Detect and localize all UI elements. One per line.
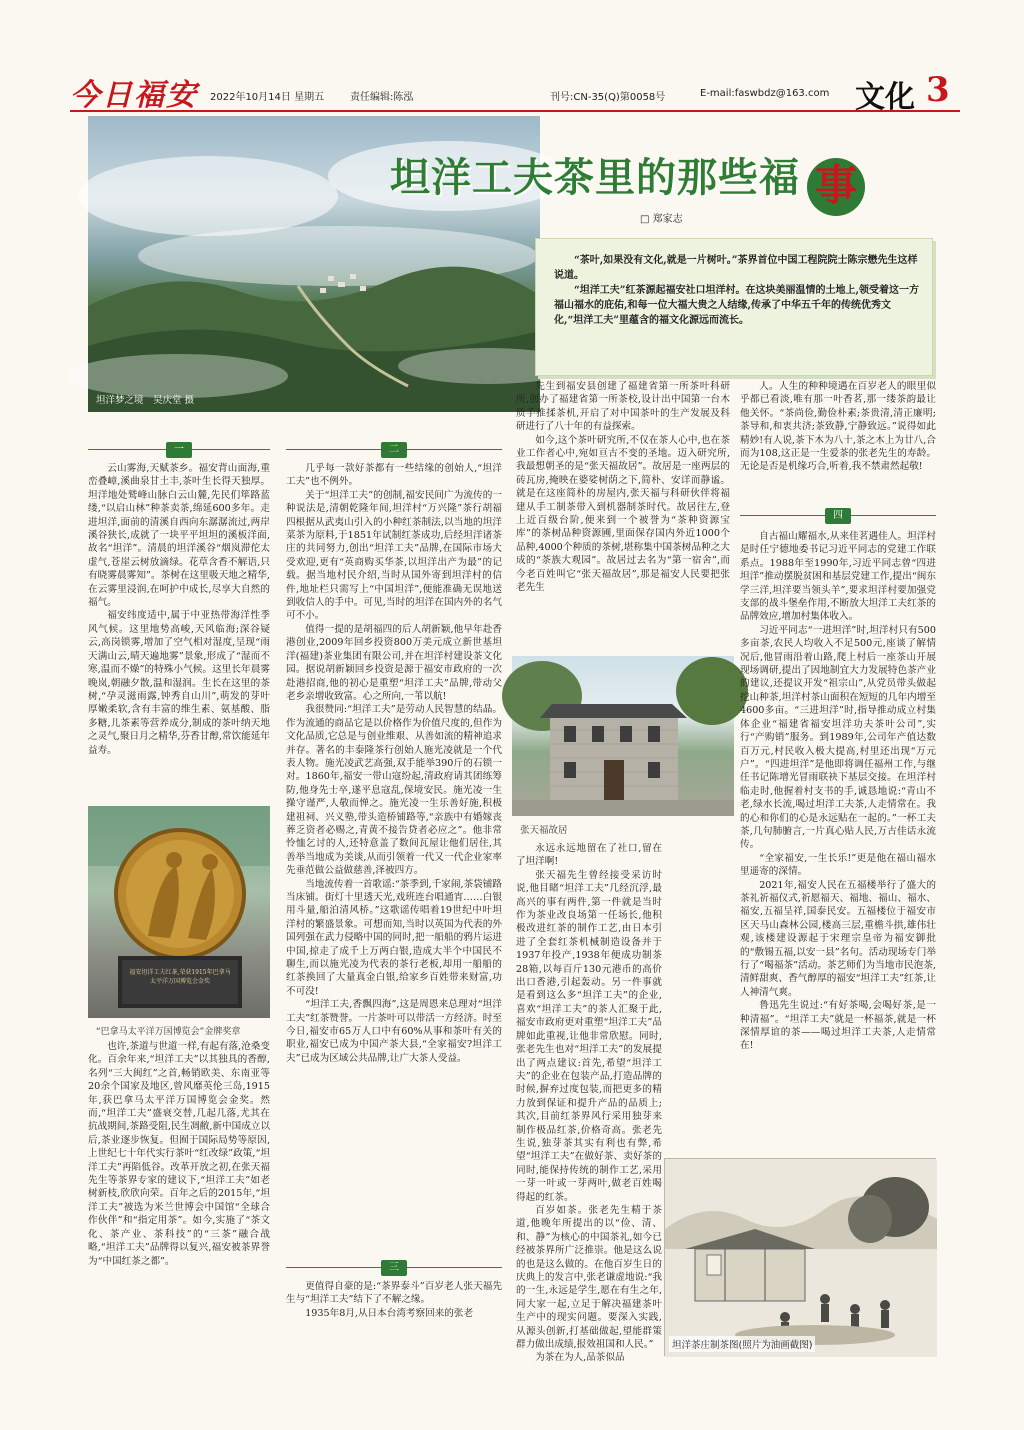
paragraph: 福安纬度适中,属于中亚热带海洋性季风气候。这里地势高峻,天风临海;深谷疑云,高岗锁雾,增加了空气相对湿度,呈现“雨天满山云,晴天遍地雾”景象,形成了“湿而不寒,温而不燥”的特殊小气候。这里长年晨雾晚岚,朝融夕散,温和湿润。生长在这里的茶树,“孕灵滋雨露,钟秀自山川”,萌发的芽叶厚嫩柔软,含有丰富的维生素、氨基酸、脂多糖,儿茶素等营养成分,制成的茶叶纳天地之灵气,聚日月之精华,芬香甘醇,常饮能延年益寿。 xyxy=(88,610,270,756)
column-3-top xyxy=(516,380,730,656)
painting-illustration xyxy=(665,1159,937,1357)
paragraph: 当地流传着一首歌谣:“茶季到,千家闹,茶袋铺路当床铺。街灯十里透天光,戏班连台唱通宵……白银用斗量,船泊清风桥。”这歌谣传唱着19世纪中叶坦洋村的繁盛景象。可想而知,当时以英国为代表的外国列强在武力侵略中国的同时,把一船船的鸦片运进中国,掠走了成千上万两白银,造成大半个中国民不聊生,而以施光凌为代表的茶行老板,却用一船船的红茶换回了大量真金白银,给家乡百姓带来财富,功不可没! xyxy=(286,878,502,997)
paragraph: 永远永远地留在了社口,留在了坦洋啊! xyxy=(516,843,662,868)
paragraph: 自古福山耀福水,从来佳茗遇佳人。坦洋村是时任宁德地委书记习近平同志的党建工作联系点。1988年至1990年,习近平同志曾“四进坦洋”推动摆脱贫困和基层党建工作,提出“闽东学三洋,坦洋要当领头羊”,要求坦洋村要加强党支部的战斗堡垒作用,不断放大坦洋工夫红茶的品牌效应,增加村集体收入。 xyxy=(740,531,936,623)
masthead xyxy=(70,70,960,114)
author-line: □ 郑家志 xyxy=(640,214,683,225)
paragraph: 张天福先生曾经接受采访时说,他目睹“坦洋工夫”几经沉浮,最高兴的事有两件,第一件就是当时作为茶业改良场第一任场长,他积极改进红茶的制作工艺,由日本引进了全套红茶机械制造设备并于1937年投产,1938年便成功制茶28箱,以每百斤130元港币的高价出口香港,引起轰动。另一件事就是看到这么多“坦洋工夫”的企业,喜欢“坦洋工夫”的茶人汇聚于此,福安市政府更对重塑“坦洋工夫”品牌如此重视,让他非常欣慰。同时,张老先生也对“坦洋工夫”的发展提出了两点建议:首先,希望“坦洋工夫”的企业在包装产品,打造品牌的时候,摒弃过度包装,而把更多的精力放到保证和提升产品的品质上;其次,目前红茶界风行采用独芽来制作极品红茶,价格奇高。张老先生说,独芽茶其实有利也有弊,希望“坦洋工夫”在做好茶、卖好茶的同时,能保持传统的制作工艺,采用一芽一叶或一芽两叶,做老百姓喝得起的红茶。 xyxy=(516,869,662,1203)
paragraph: 人。人生的种种境遇在百岁老人的眼里似乎都已看淡,唯有那一叶香茗,那一缕茶韵最让他关怀。“茶尚俭,勤俭朴素;茶贵清,清正廉明;茶导和,和衷共济;茶致静,宁静致远。”说得如此精妙!有人说,茶下木为八十,茶之木上为廿八,合而为108,这正是一生爱茶的张老先生的寿龄。无论是否是机缘巧合,听着,我不禁肃然起敬! xyxy=(740,381,936,473)
masthead-rule xyxy=(70,110,960,112)
email: E-mail:faswbdz@163.com xyxy=(700,88,830,99)
column-1-top xyxy=(88,462,270,798)
column-3-bottom xyxy=(516,842,662,1364)
paragraph: 几乎每一款好茶都有一些结缘的创始人,“坦洋工夫”也不例外。 xyxy=(286,463,502,488)
column-4-top xyxy=(740,380,936,500)
paragraph: “全家福安,一生长乐!”更是他在福山福水里遥寄的深情。 xyxy=(740,852,936,878)
hero-photo-caption: 坦洋梦之境 吴庆堂 摄 xyxy=(96,395,195,406)
issue-date: 2022年10月14日 星期五 xyxy=(210,92,325,103)
house-illustration xyxy=(512,656,734,816)
page-number: 3 xyxy=(926,70,950,110)
title-main: 坦洋工夫茶里的那些福 xyxy=(390,154,800,201)
paragraph: 值得一提的是胡福四的后人胡新颖,他早年赴香港创业,2009年回乡投资800万美元成立新世基坦洋(福建)茶业集团有限公司,并在坦洋村建设茶文化园。据说胡新颖回乡投资是源于福安市政府的一次赴港招商,他的初心是重塑“坦洋工夫”品牌,带动父老乡亲增收致富。心之所向,一苇以航! xyxy=(286,623,502,702)
painting-caption: 坦洋茶庄制茶图(照片为油画截图) xyxy=(669,1336,815,1352)
section-name: 文化 xyxy=(855,80,915,115)
paragraph: 2021年,福安人民在五福楼举行了盛大的茶礼祈福仪式,祈愿福天、福地、福山、福水、福安,五福呈祥,国泰民安。五福楼位于福安市区天马山森林公园,楼高三层,重檐斗拱,雄伟壮观,该楼建设源起于宋理宗皇帝为福安御批的“敷锡五福,以安一县”名句。活动现场专门举行了“喝福茶”活动。茶艺师们为当地市民泡茶,清鲜甜爽、香气醇厚的福安“坦洋工夫”红茶,让人神清气爽。 xyxy=(740,879,936,998)
paragraph: 我很赞同:“坦洋工夫”是劳动人民智慧的结晶。作为流通的商品它是以价格作为价值尺度的,但作为文化品质,它总是与创业维艰、从善如流的精神追求并存。著名的丰泰隆茶行创始人施光凌就是一个代表人物。施光凌武艺高强,双手能举390斤的石锁一对。1860年,福安一带山寇纷起,清政府请其团练筹防,他身先士卒,遂平息寇乱,保境安民。施光凌一生操守谨严,人敬而惮之。施光凌一生乐善好施,积极建祖祠、兴义塾,带头造桥铺路等,“亲族中有婚嫁丧葬乏资者必赐之,青黄不接告贷者必应之”。他非常怜恤乞讨的人,还特意盖了数间瓦屋让他们居住,其善举当地成为美谈,从而引领着一代又一代企业家率先垂范做公益做慈善,泽被四方。 xyxy=(286,704,502,877)
house-photo xyxy=(512,656,734,816)
section-number: 四 xyxy=(825,508,851,524)
paragraph: 先生到福安县创建了福建省第一所茶叶科研所,创办了福建省第一所茶校,设计出中国第一台木质手推揉茶机,开启了对中国茶叶的生产发展及科研进行了八十年的有益探索。 xyxy=(516,381,730,433)
section-number: 二 xyxy=(381,442,407,458)
section-marker-2 xyxy=(286,442,502,458)
quote-p1: “茶叶,如果没有文化,就是一片树叶。”茶界首位中国工程院院士陈宗懋先生这样说道。 xyxy=(554,255,918,281)
paragraph: 百岁如茶。张老先生精于茶道,他晚年所提出的以“俭、清、和、静”为核心的中国茶礼,如今已经被茶界所广泛推崇。他是这么说的也是这么做的。在他百岁生日的庆典上的发言中,张老谦虚地说:“我的一生,永远是学生,愿在有生之年,同大家一起,立足于解决福建茶叶生产中的现实问题。要深入实践,从源头创新,打基础做起,望能群策群力做出成绩,报效祖国和人民。” xyxy=(516,1204,662,1351)
medal-caption: “巴拿马太平洋万国博览会”金牌奖章 xyxy=(96,1027,241,1037)
paragraph: 1935年8月,从日本台湾考察回来的张老 xyxy=(305,1307,474,1319)
section-marker-4 xyxy=(740,508,936,524)
author: 郑家志 xyxy=(652,214,683,225)
medal-plaque-text: 福安坦洋工夫红茶,荣获1915年巴拿马太平洋万国博览会金奖 xyxy=(129,969,231,985)
paragraph: 鲁迅先生说过:“有好茶喝,会喝好茶,是一种清福”。“坦洋工夫”就是一杯福茶,就是一杯深情厚谊的茶——喝过坦洋工夫茶,人走情常在! xyxy=(740,1000,936,1052)
paragraph: 为茶在为人,品茶似品 xyxy=(535,1352,625,1364)
paragraph: 习近平同志“一进坦洋”时,坦洋村只有500多亩茶,农民人均收入不足500元,座谈了解情况后,他冒雨沿着山路,爬上村后一座茶山开展现场调研,提出了因地制宜大力发展特色茶产业的建议,还提议开发“祖宗山”,从党员带头做起挖山种茶,坦洋村茶山面积在短短的几年内增至4600多亩。“三进坦洋”时,指导推动成立村集体企业“福建省福安坦洋功夫茶叶公司”,实行“产购销”服务。到1989年,公司年产值达数百万元,村民收入极大提高,村里还出现“万元户”。“四进坦洋”是他即将调任福州工作,与继任书记陈增光冒雨联袂下基层交接。在坦洋村临走时,他握着村支书的手,诚恳地说:“青山不老,绿水长流,喝过坦洋工夫茶,人走情常在。我的心和你们的心是永远贴在一起的。”一杯工夫茶,几句肺腑言,一片真心贴人民,万古佳话永流传。 xyxy=(740,624,936,851)
column-2-bottom xyxy=(286,1280,502,1342)
medal-illustration xyxy=(88,806,270,1018)
house-photo-caption: 张天福故居 xyxy=(520,825,568,836)
paragraph: 云山雾海,天赋茶乡。福安背山面海,重峦叠嶂,溪曲泉甘土丰,茶叶生长得天独厚。坦洋地处鹫峰山脉白云山麓,先民们筚路蓝缕,“以启山林”种茶卖茶,绵延600多年。走进坦洋,面前的清溪自西向东潺潺流过,两岸溪谷狭长,成就了一块平平坦坦的溪板洋面,故名“坦洋”。清晨的坦洋溪谷“烟岚滞佗太虚气,苍崖云树放滴绿。花草含香不解语,只有晓雾晨雾知”。茶树在这里吸天地之精华,在云雾里浸润,在呵护中成长,尽享大自然的福气。 xyxy=(88,463,270,609)
paragraph: “坦洋工夫,香飘四海”,这是周恩来总理对“坦洋工夫”红茶赞誉。一片茶叶可以带活一方经济。时至今日,福安市65万人口中有60%从事和茶叶有关的职业,福安已成为中国产茶大县,“全家福安?坦洋工夫”已成为区域公共品牌,让广大茶人受益。 xyxy=(286,999,502,1064)
article-title xyxy=(390,146,950,210)
section-number: 一 xyxy=(166,442,192,458)
logo: 今日福安 xyxy=(70,78,198,113)
title-emphasis: 事 xyxy=(807,158,865,216)
quote-p2: “坦洋工夫”红茶源起福安社口坦洋村。在这块美丽温情的土地上,领受着这一方福山福水的庇佑,和每一位大福大贵之人结缘,传承了中华五千年的传统优秀文化,“坦洋工夫”里蕴含的福文化源远而流长。 xyxy=(554,285,919,326)
column-4 xyxy=(740,530,936,1154)
painting-photo xyxy=(664,1158,936,1356)
column-1-bottom xyxy=(88,1040,270,1340)
section-marker-3 xyxy=(286,1260,502,1276)
column-2 xyxy=(286,462,502,1298)
paragraph: 也许,茶道与世道一样,有起有落,沧桑变化。百余年来,“坦洋工夫”以其独具的香醇,名列“三大闽红”之首,畅销欧美、东南亚等20余个国家及地区,曾风靡英伦三岛,1915年,获巴拿马太平洋万国博览会金奖。然而,“坦洋工夫”盛衰交替,几起几落,尤其在抗战期间,茶路受阻,民生凋敝,新中国成立以后,茶业逐步恢复。但囿于国际局势等原因,上世纪七十年代实行茶叶“红改绿”政策,“坦洋工夫”再陷低谷。改革开放之初,在张天福先生等茶界专家的建议下,“坦洋工夫”如老树新枝,欣欣向荣。百年之后的2015年,“坦洋工夫”被选为米兰世博会中国馆“全球合作伙伴”和“指定用茶”。如今,实施了“茶文化、茶产业、茶科技”的“三茶”融合战略,“坦洋工夫”品牌得以复兴,福安被茶界誉为“中国红茶之都”。 xyxy=(88,1041,270,1267)
editor: 责任编辑:陈泓 xyxy=(350,92,414,103)
paragraph: 更值得自豪的是:“茶界泰斗”百岁老人张天福先生与“坦洋工夫”结下了不解之缘。 xyxy=(286,1281,502,1306)
paragraph: 如今,这个茶叶研究所,不仅在茶人心中,也在茶业工作者心中,宛如亘古不变的圣地。迈入研究所,我最想朝圣的是“张天福故居”。故居是一座两层的砖瓦房,掩映在婆娑树荫之下,简朴、安详而静谧。就是在这座简朴的房屋内,张天福与科研伙伴将福建从手工制茶带入到机器制茶时代。故居往左,登上近百级台阶,便来到一个被誉为“茶种资源宝库”的茶树品种资源圃,里面保存国内外近1000个品种,4000个种质的茶树,堪称集中国茶树品种之大成的“茶族大观园”。故居过去名为“第一宿舍”,而今老百姓叫它“张天福故居”,那是福安人民要把张老先生 xyxy=(516,434,730,594)
issn: 刊号:CN-35(Q)第0058号 xyxy=(550,92,666,103)
section-marker-1 xyxy=(88,442,270,458)
lead-quote-box xyxy=(535,238,933,376)
section-number: 三 xyxy=(381,1260,407,1276)
medal-photo xyxy=(88,806,270,1018)
paragraph: 关于“坦洋工夫”的创制,福安民间广为流传的一种说法是,清朝乾隆年间,坦洋村“万兴隆”茶行胡福四根据从武夷山引入的小种红茶制法,以当地的坦洋菜茶为原料,于1851年试制红茶成功,后经坦洋诸茶庄的共同努力,创出“坦洋工夫”品牌,在国际市场大受欢迎,更有“英商购买华茶,以坦洋出产为最”的记载。据当地村民介绍,当时从国外寄到坦洋村的信件,地址栏只需写上“中国坦洋”,便能准确无误地送到收信人的手中。可见,当时的坦洋在国内外的名气可不小。 xyxy=(286,489,502,622)
